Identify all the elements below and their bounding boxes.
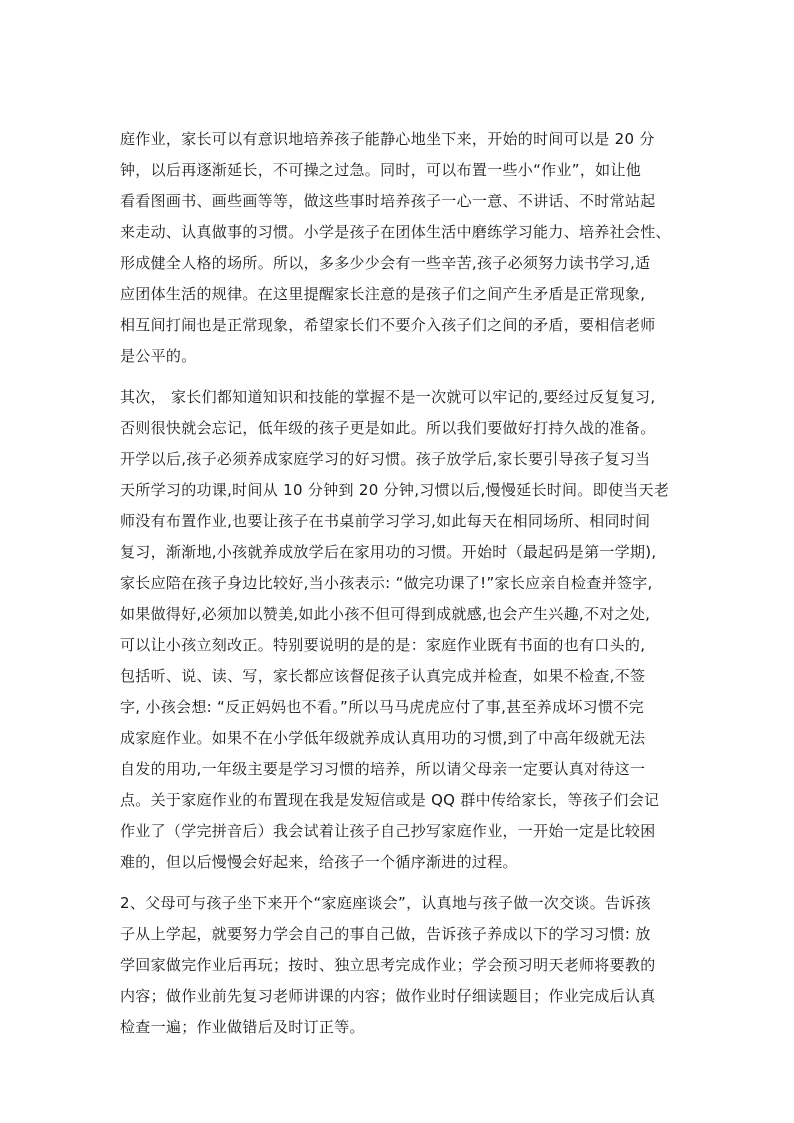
- text-line: 包括听、说、读、写，家长都应该督促孩子认真完成并检查，如果不检查,不签: [120, 667, 646, 685]
- text-line: 看看图画书、画些画等等，做这些事时培养孩子一心一意、不讲话、不时常站起: [120, 192, 656, 210]
- text-line: 复习，渐渐地,小孩就养成放学后在家用功的习惯。开始时（最起码是第一学期),: [120, 543, 657, 561]
- text-line: 子从上学起，就要努力学会自己的事自己做，告诉孩子养成以下的学习习惯: 放: [120, 925, 651, 943]
- text-line: 天所学习的功课,时间从 10 分钟到 20 分钟,习惯以后,慢慢延长时间。即使当天老: [120, 481, 670, 499]
- text-line: 是公平的。: [120, 347, 197, 365]
- text-line: 可以让小孩立刻改正。特别要说明的是的是：家庭作业既有书面的也有口头的,: [120, 636, 646, 654]
- text-line: 如果做得好,必须加以赞美,如此小孩不但可得到成就感,也会产生兴趣,不对之处,: [120, 605, 651, 623]
- text-line: 成家庭作业。如果不在小学低年级就养成认真用功的习惯,到了中高年级就无法: [120, 729, 646, 747]
- text-line: 开学以后,孩子必须养成家庭学习的好习惯。孩子放学后,家长要引导孩子复习当: [120, 450, 651, 468]
- paragraph-family-meeting: [120, 888, 676, 1043]
- document-body: [120, 124, 676, 1053]
- text-line: 点。关于家庭作业的布置现在我是发短信或是 QQ 群中传给家长，等孩子们会记: [120, 791, 660, 809]
- text-line: 家长应陪在孩子身边比较好,当小孩表示: “做完功课了!”家长应亲自检查并签字,: [120, 574, 653, 592]
- text-line: 难的，但以后慢慢会好起来，给孩子一个循序渐进的过程。: [120, 853, 518, 871]
- text-line: 庭作业，家长可以有意识地培养孩子能静心地坐下来，开始的时间可以是 20 分: [120, 130, 655, 148]
- paragraph-review-practice: [120, 382, 676, 878]
- text-line: 自发的用功,一年级主要是学习习惯的培养，所以请父母亲一定要认真对待这一: [120, 760, 646, 778]
- text-line: 字, 小孩会想: “反正妈妈也不看。”所以马马虎虎应付了事,甚至养成坏习惯不完: [120, 698, 644, 716]
- text-line: 其次， 家长们都知道知识和技能的掌握不是一次就可以牢记的,要经过反复复习,: [120, 388, 656, 406]
- text-line: 钟，以后再逐渐延长，不可操之过急。同时，可以布置一些小“作业”，如让他: [120, 161, 642, 179]
- paragraph-homework-habits: [120, 124, 676, 372]
- text-line: 形成健全人格的场所。所以，多多少少会有一些辛苦,孩子必须努力读书学习,适: [120, 254, 651, 272]
- text-line: 相互间打闹也是正常现象，希望家长们不要介入孩子们之间的矛盾，要相信老师: [120, 316, 656, 334]
- text-line: 作业了（学完拼音后）我会试着让孩子自己抄写家庭作业，一开始一定是比较困: [120, 822, 656, 840]
- text-line: 否则很快就会忘记，低年级的孩子更是如此。所以我们要做好打持久战的准备。: [120, 419, 656, 437]
- text-line: 来走动、认真做事的习惯。小学是孩子在团体生活中磨练学习能力、培养社会性、: [120, 223, 671, 241]
- text-line: 学回家做完作业后再玩；按时、独立思考完成作业；学会预习明天老师将要教的: [120, 956, 656, 974]
- text-line: 师没有布置作业,也要让孩子在书桌前学习学习,如此每天在相同场所、相同时间: [120, 512, 651, 530]
- text-line: 内容；做作业前先复习老师讲课的内容；做作业时仔细读题目；作业完成后认真: [120, 987, 656, 1005]
- text-line: 检查一遍；作业做错后及时订正等。: [120, 1018, 365, 1036]
- text-line: 2、父母可与孩子坐下来开个“家庭座谈会”，认真地与孩子做一次交谈。告诉孩: [120, 894, 651, 912]
- text-line: 应团体生活的规律。在这里提醒家长注意的是孩子们之间产生矛盾是正常现象,: [120, 285, 646, 303]
